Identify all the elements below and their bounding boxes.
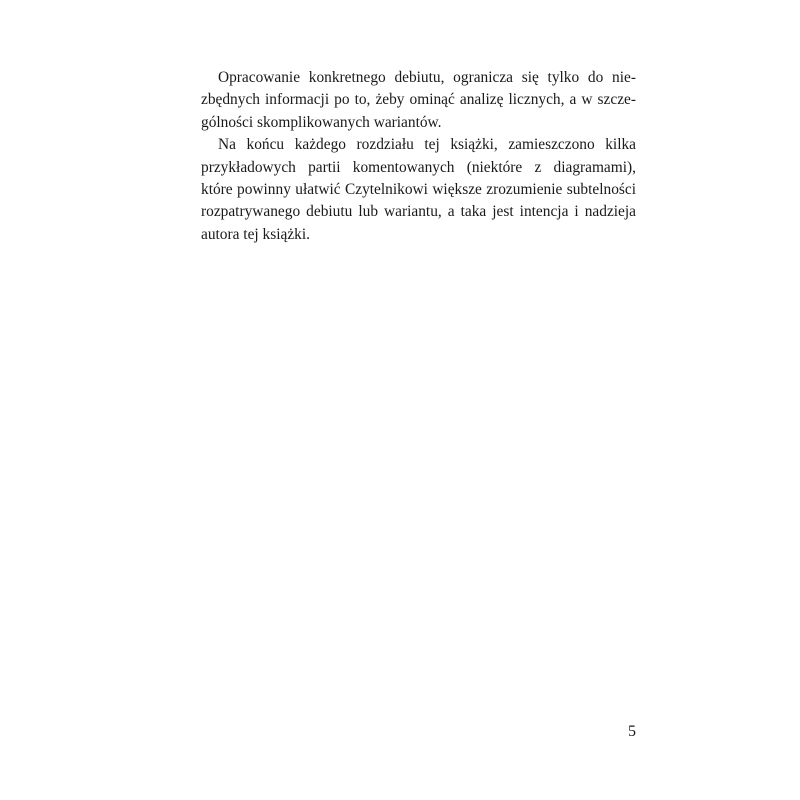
text-line: Na końcu każdego rozdziału tej książki, zamieszczono kilka xyxy=(218,136,636,154)
text-line: autora tej książki. xyxy=(201,225,310,243)
page-number: 5 xyxy=(628,723,636,740)
paragraph xyxy=(201,67,636,134)
text-line: gólności skomplikowanych wariantów. xyxy=(201,113,442,131)
text-line: Opracowanie konkretnego debiutu, ogranicza się tylko do nie- xyxy=(218,69,636,86)
text-line: zbędnych informacji po to, żeby ominąć analizę licznych, a w szcze- xyxy=(201,91,636,109)
text-line: rozpatrywanego debiutu lub wariantu, a taka jest intencja i nadzieja xyxy=(201,203,636,221)
text-line: przykładowych partii komentowanych (niektóre z diagramami), xyxy=(201,158,636,176)
text-line: które powinny ułatwić Czytelnikowi większe zrozumienie subtelności xyxy=(201,180,636,198)
body-text xyxy=(201,67,636,246)
paragraph xyxy=(201,134,636,246)
